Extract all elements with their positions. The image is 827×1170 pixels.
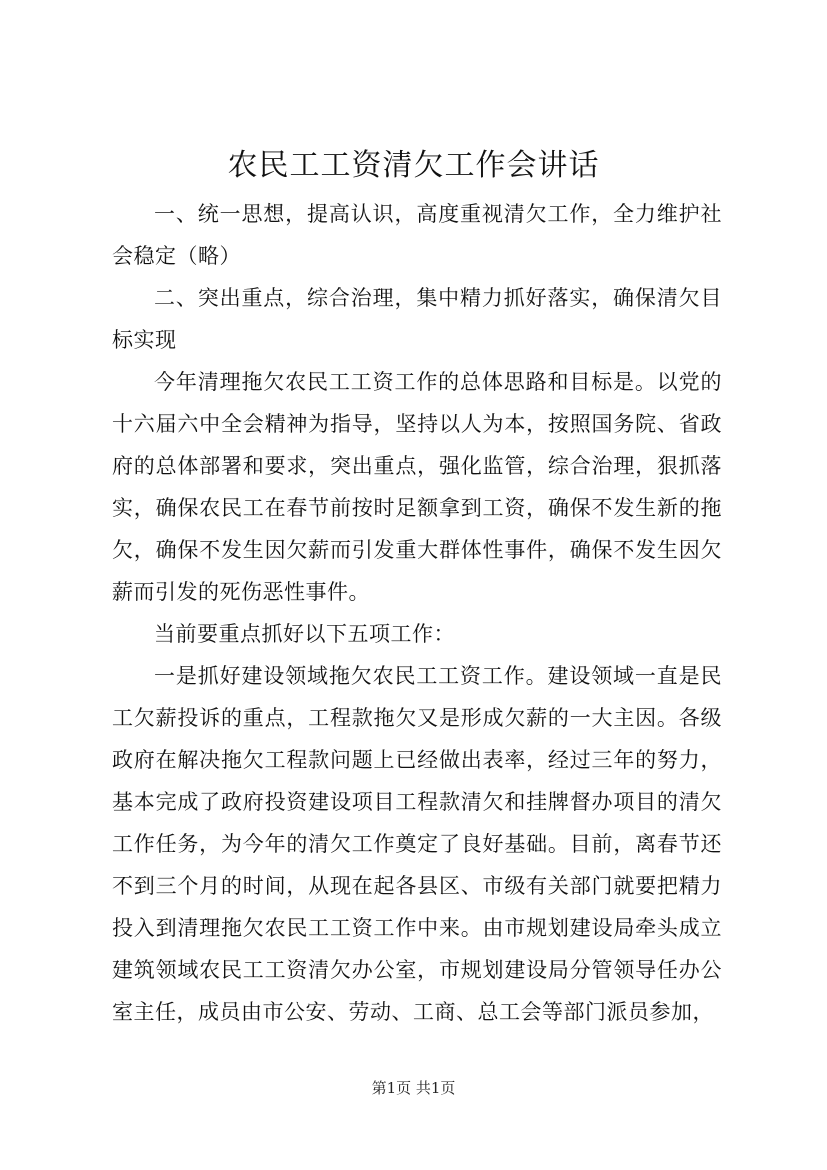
paragraph-heading-one: 一、统一思想，提高认识，高度重视清欠工作，全力维护社会稳定（略）: [112, 202, 722, 268]
page-number-label: 第1页 共1页: [371, 1079, 456, 1097]
paragraph-overall-goal: 今年清理拖欠农民工工资工作的总体思路和目标是。以党的十六届六中全会精神为指导，坚持以人为本，按照国务院、省政府的总体部署和要求，突出重点，强化监管，综合治理，狠抓落实，确保农民工在春节前按时足额拿到工资，确保不发生新的拖欠，确保不发生因欠薪而引发重大群体性事件，确保不发生因欠薪而引发的死伤恶性事件。: [112, 370, 722, 604]
page-footer: [0, 1078, 827, 1098]
paragraph-five-tasks-intro: 当前要重点抓好以下五项工作：: [154, 622, 455, 646]
paragraph-task-one: 一是抓好建设领域拖欠农民工工资工作。建设领域一直是民工欠薪投诉的重点，工程款拖欠又是形成欠薪的一大主因。各级政府在解决拖欠工程款问题上已经做出表率，经过三年的努力，基本完成了政府投资建设项目工程款清欠和挂牌督办项目的清欠工作任务，为今年的清欠工作奠定了良好基础。目前，离春节还不到三个月的时间，从现在起各县区、市级有关部门就要把精力投入到清理拖欠农民工工资工作中来。由市规划建设局牵头成立建筑领域农民工工资清欠办公室，市规划建设局分管领导任办公室主任，成员由市公安、劳动、工商、总工会等部门派员参加，: [112, 664, 722, 1024]
document-title: 农民工工资清欠工作会讲话: [227, 148, 600, 183]
document-body: [112, 193, 722, 1033]
paragraph-heading-two: 二、突出重点，综合治理，集中精力抓好落实，确保清欠目标实现: [112, 286, 722, 352]
